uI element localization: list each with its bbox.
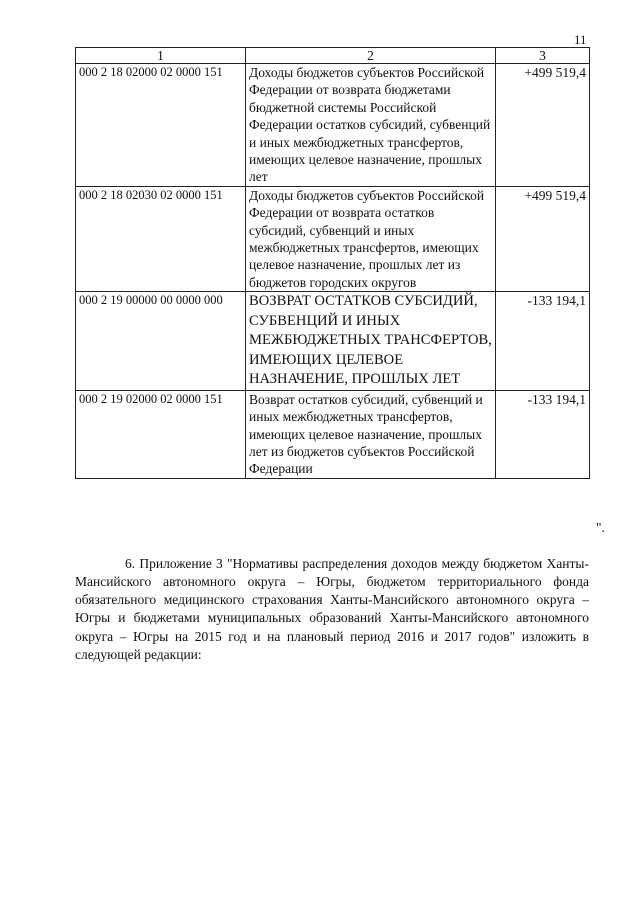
closing-quote: ". bbox=[596, 520, 605, 535]
column-header-2: 2 bbox=[246, 48, 496, 64]
table-row bbox=[76, 186, 590, 291]
column-header-1: 1 bbox=[76, 48, 246, 64]
budget-code: 000 2 19 00000 00 0000 000 bbox=[76, 292, 246, 391]
amendment-paragraph: 6. Приложение 3 "Нормативы распределения доходов между бюджетом Ханты-Мансийского автономного округа – Югры, бюджетом территориального фонда обязательного медицинского страхования Ханты-Мансийского автономного округа – Югры и бюджетами муниципальных образований Ханты-Мансийского автономного округа – Югры на 2015 год и на плановый период 2016 и 2017 годов" изложить в следующей редакции: bbox=[75, 555, 589, 662]
budget-table bbox=[75, 47, 590, 479]
budget-amount: -133 194,1 bbox=[496, 390, 590, 478]
budget-description: Доходы бюджетов субъектов Российской Федерации от возврата остатков субсидий, субвенций и иных межбюджетных трансфертов, имеющих целевое назначение, прошлых лет из бюджетов городских округов bbox=[246, 186, 496, 291]
table-row bbox=[76, 292, 590, 391]
budget-amount: +499 519,4 bbox=[496, 64, 590, 187]
budget-code: 000 2 18 02000 02 0000 151 bbox=[76, 64, 246, 187]
budget-code: 000 2 18 02030 02 0000 151 bbox=[76, 186, 246, 291]
column-header-3: 3 bbox=[496, 48, 590, 64]
budget-description: Возврат остатков субсидий, субвенций и иных межбюджетных трансфертов, имеющих целевое назначение, прошлых лет из бюджетов субъектов Российской Федерации bbox=[246, 390, 496, 478]
budget-description: ВОЗВРАТ ОСТАТКОВ СУБСИДИЙ, СУБВЕНЦИЙ И ИНЫХ МЕЖБЮДЖЕТНЫХ ТРАНСФЕРТОВ, ИМЕЮЩИХ ЦЕЛЕВОЕ НАЗНАЧЕНИЕ, ПРОШЛЫХ ЛЕТ bbox=[246, 292, 496, 391]
table-row bbox=[76, 64, 590, 187]
budget-description: Доходы бюджетов субъектов Российской Федерации от возврата бюджетами бюджетной системы Российской Федерации остатков субсидий, субвенций и иных межбюджетных трансфертов, имеющих целевое назначение, прошлых лет bbox=[246, 64, 496, 187]
budget-code: 000 2 19 02000 02 0000 151 bbox=[76, 390, 246, 478]
table-header-row bbox=[76, 48, 590, 64]
budget-amount: -133 194,1 bbox=[496, 292, 590, 391]
page-number: 11 bbox=[574, 32, 587, 47]
budget-amount: +499 519,4 bbox=[496, 186, 590, 291]
table-row bbox=[76, 390, 590, 478]
